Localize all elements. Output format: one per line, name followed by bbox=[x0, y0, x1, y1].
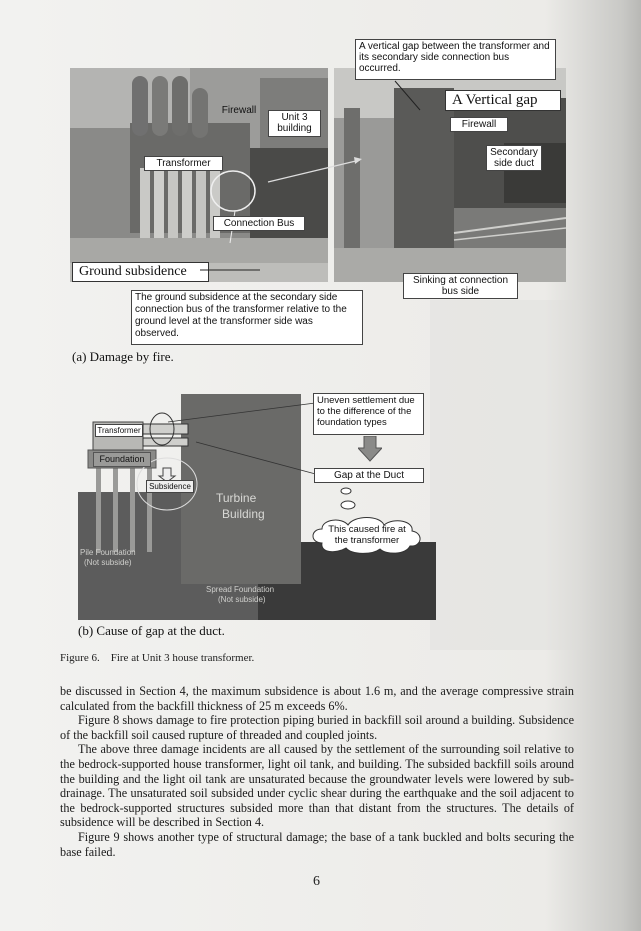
label-firewall-left: Firewall bbox=[221, 105, 257, 116]
label-unit3-building: Unit 3 building bbox=[268, 110, 321, 137]
label-firewall-right: Firewall bbox=[450, 117, 508, 132]
label-turbine-building: Turbine bbox=[216, 491, 257, 505]
label-spread-foundation: Spread Foundation bbox=[206, 585, 275, 594]
svg-text:(Not subside): (Not subside) bbox=[84, 558, 132, 567]
label-uneven-settlement: Uneven settlement due to the difference of the foundation types bbox=[313, 393, 424, 435]
paragraph-3: The above three damage incidents are all caused by the settlement of the surrounding soil relative to the bedrock-supported house transformer, light oil tank, and building. The subsided backfill soils around the building and the light oil tank are unsaturated because the groundwater levels were lowered by sub-drainage. The unsaturated soil subsided under cyclic shear during the earthquake and the soil adjacent to the bedrock-supported structures subsided more than that distant from the structures. The details of subsidence will be described in Section 4. bbox=[60, 742, 574, 830]
page-number: 6 bbox=[313, 874, 320, 889]
caption-figure-b: (b) Cause of gap at the duct. bbox=[78, 623, 225, 638]
label-transformer: Transformer bbox=[144, 156, 223, 171]
flow-arrow-down bbox=[358, 436, 382, 462]
label-gap-at-duct: Gap at the Duct bbox=[314, 468, 424, 483]
label-a-vertical-gap: A Vertical gap bbox=[445, 90, 561, 111]
thought-bubbles bbox=[336, 484, 358, 516]
caption-figure-a: (a) Damage by fire. bbox=[72, 349, 174, 364]
label-subsidence-note: The ground subsidence at the secondary side connection bus of the transformer relative to the ground level at the transformer side was observed. bbox=[131, 290, 363, 345]
figure-caption: Figure 6. Fire at Unit 3 house transformer. bbox=[60, 652, 255, 664]
svg-text:(Not subside): (Not subside) bbox=[218, 595, 266, 604]
label-caused-fire: This caused fire at the transformer bbox=[328, 524, 406, 546]
svg-text:Building: Building bbox=[222, 507, 265, 521]
label-foundation-b: Foundation bbox=[93, 452, 151, 467]
label-subsidence-b: Subsidence bbox=[146, 480, 194, 493]
label-secondary-side-duct: Secondary side duct bbox=[486, 145, 542, 171]
paragraph-4: Figure 9 shows another type of structural damage; the base of a tank buckled and bolts securing the base failed. bbox=[60, 829, 574, 859]
label-ground-subsidence: Ground subsidence bbox=[72, 262, 209, 282]
label-connection-bus: Connection Bus bbox=[213, 216, 305, 231]
figure-a-connectors bbox=[0, 0, 641, 360]
paragraph-2: Figure 8 shows damage to fire protection piping buried in backfill soil around a building. Subsidence of the backfill soil caused rupture of threaded and coupled joints. bbox=[60, 713, 574, 742]
label-pile-foundation: Pile Foundation bbox=[80, 548, 136, 557]
body-text bbox=[60, 684, 574, 859]
label-sinking-note: Sinking at connection bus side bbox=[403, 273, 518, 299]
label-transformer-b: Transformer bbox=[95, 424, 143, 437]
label-vertical-gap-note: A vertical gap between the transformer and its secondary side connection bus occurred. bbox=[355, 39, 556, 80]
paragraph-1: be discussed in Section 4, the maximum subsidence is about 1.6 m, and the average compressive strain calculated from the backfill thickness of 25 m exceeds 6%. bbox=[60, 684, 574, 713]
